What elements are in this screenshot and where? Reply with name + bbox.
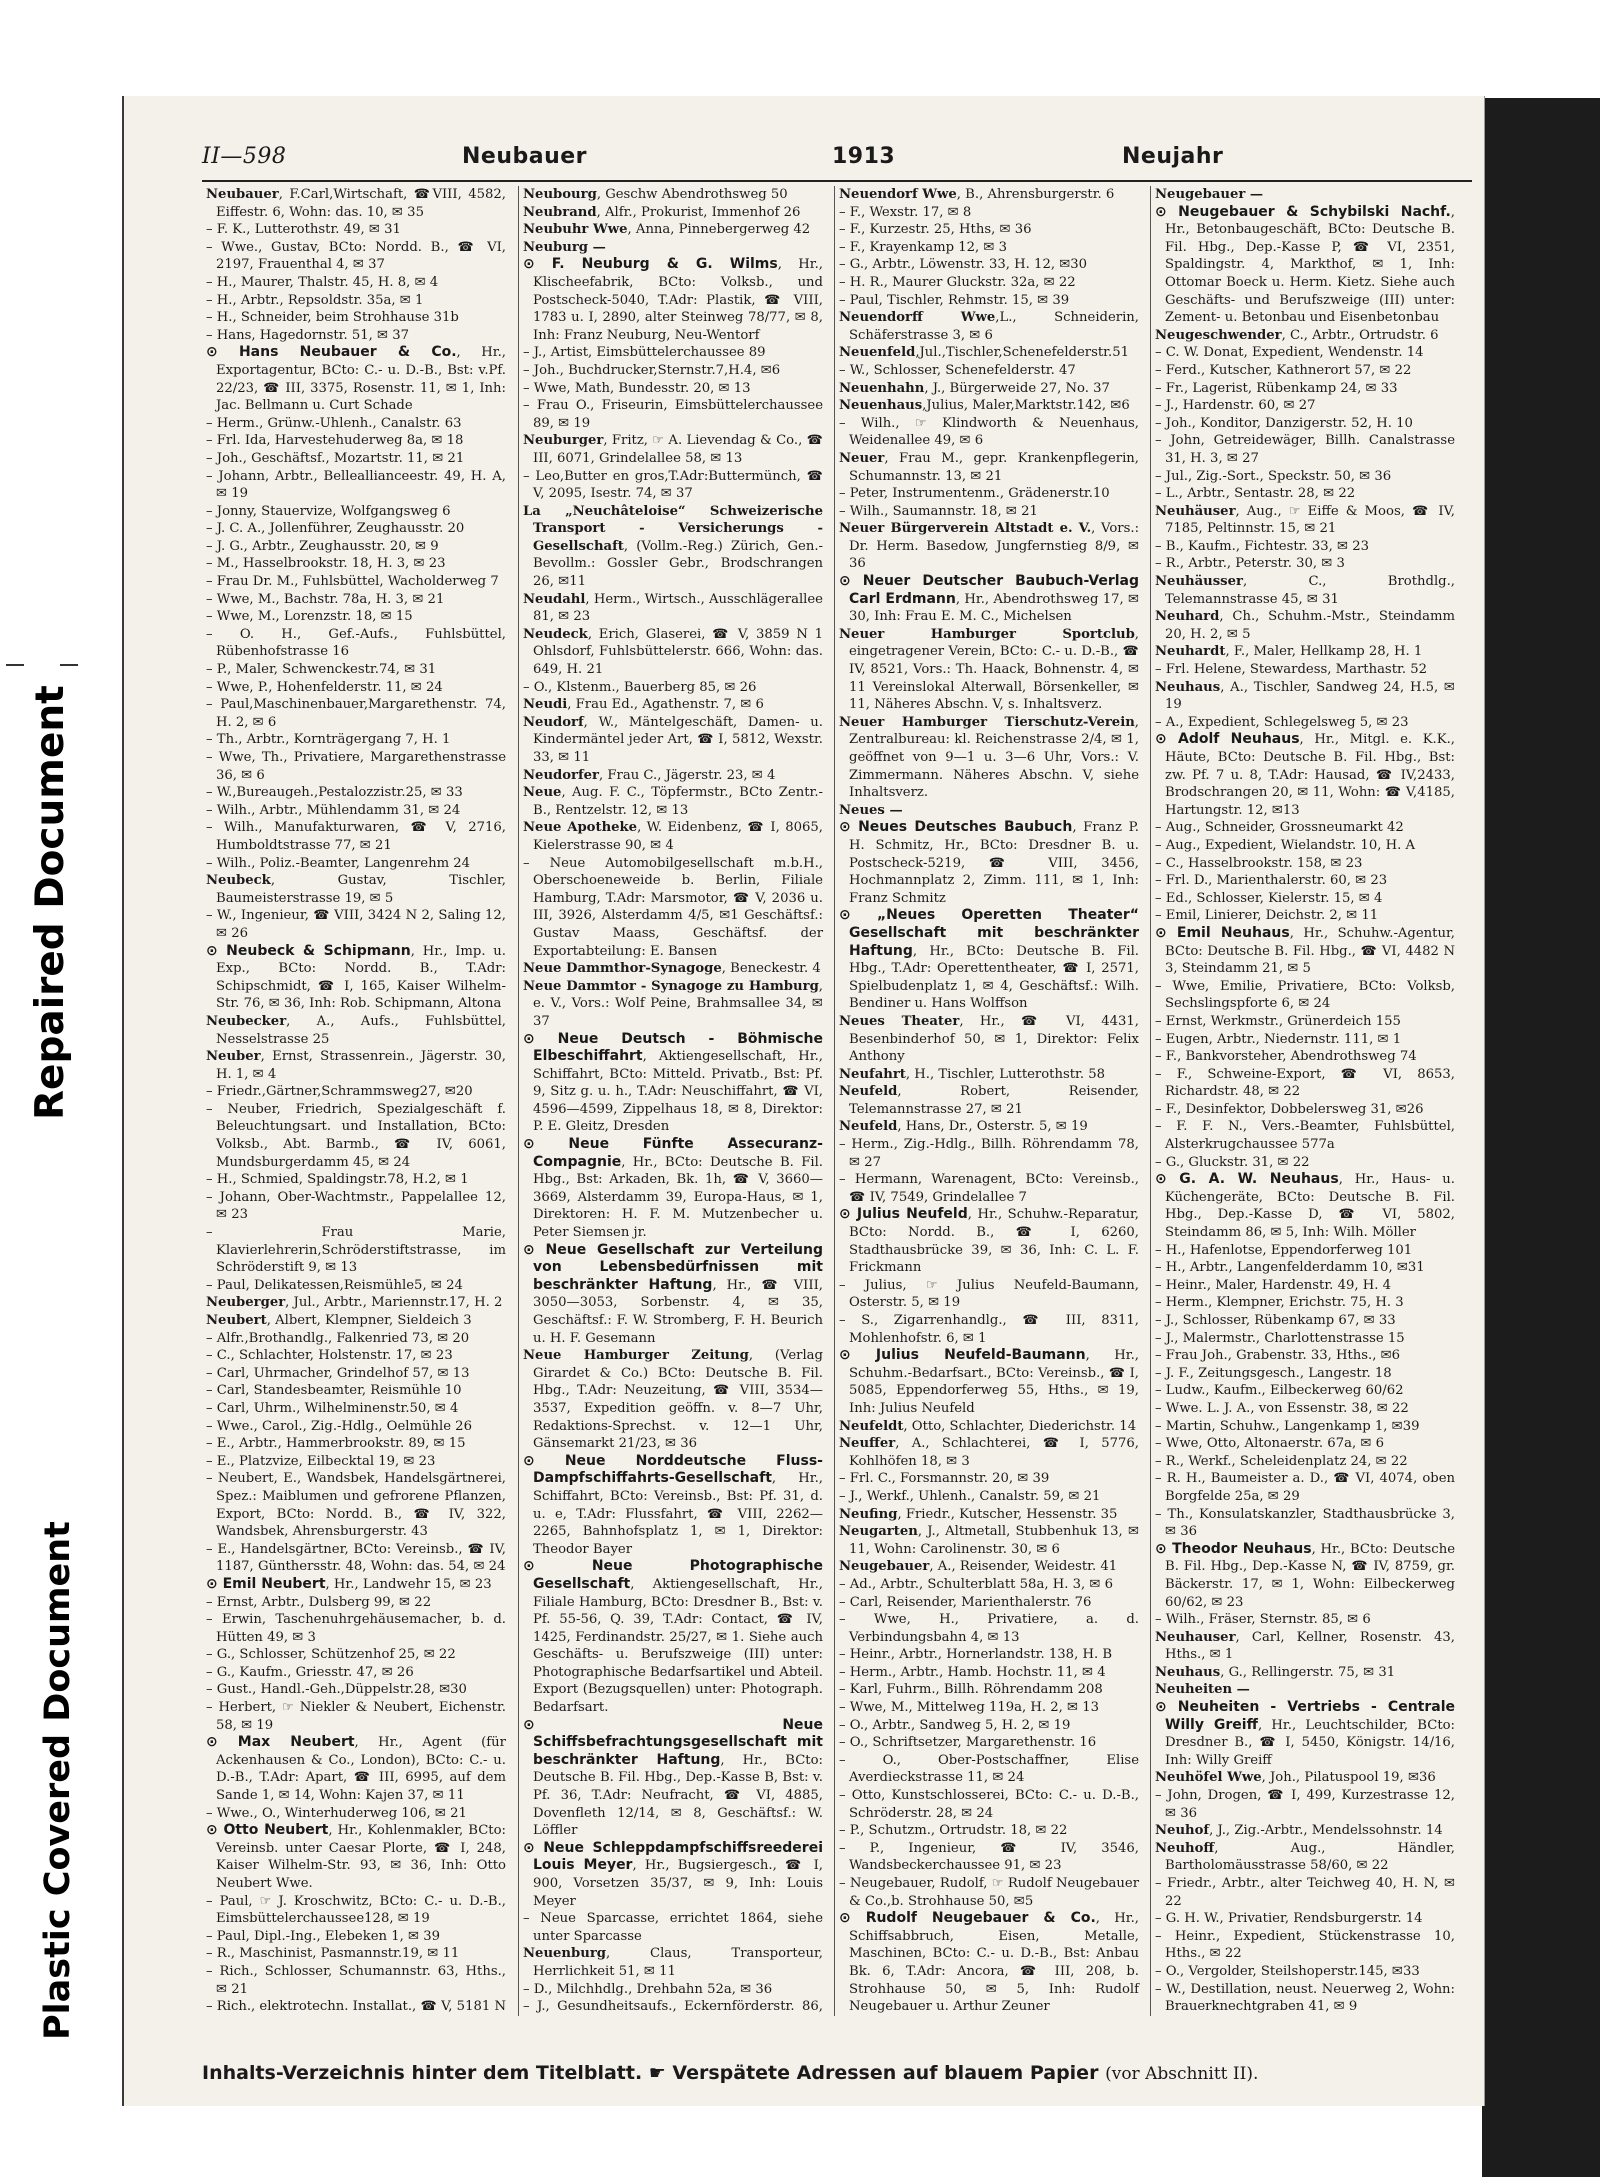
directory-entry: Neugebauer, A., Reisender, Weidestr. 41 [839,1559,1118,1575]
directory-entry: – S., Zigarrenhandlg., ☎ III, 8311, Mohlenhofstr. 6, ✉ 1 [839,1313,1139,1346]
directory-entry: – Carl, Standesbeamter, Reismühle 10 [206,1383,462,1399]
directory-entry: Neue Hamburger Zeitung, (Verlag Girardet & Co.) BCto: Deutsche B. Fil. Hbg., T.Adr: Neuzeitung, ☎ VIII, 3534—3537, Expedition geöffn. v. 8—7 Uhr, Redaktions-Sprechst. v. 12—1 Uhr, Gänsemarkt 21/23, ✉ 36 [523,1348,823,1452]
label-repaired-document: Repaired Document [28,685,73,1120]
directory-entry: Neubeck, Gustav, Tischler, Baumeisterstrasse 19, ✉ 5 [206,873,506,906]
directory-entry: – G., Kaufm., Griesstr. 47, ✉ 26 [206,1664,414,1680]
directory-entry: – Ad., Arbtr., Schulterblatt 58a, H. 3, ✉ 6 [839,1576,1113,1592]
directory-column-1 [202,186,510,2016]
directory-entry: – Rich., Schlosser, Schumannstr. 63, Hths., ✉ 21 [206,1963,506,1997]
directory-entry: Neue Dammtor - Synagoge zu Hamburg, e. V., Vors.: Wolf Peine, Brahmsallee 34, ✉ 37 [523,978,823,1029]
directory-entry: – Wwe, Emilie, Privatiere, BCto: Volksb, Sechslingspforte 6, ✉ 24 [1155,978,1455,1012]
directory-entry: – O., Klstenm., Bauerberg 85, ✉ 26 [523,679,757,695]
directory-entry: – Jul., Zig.-Sort., Speckstr. 50, ✉ 36 [1155,468,1392,484]
directory-entry: ⊙ Neubeck & Schipmann, Hr., Imp. u. Exp., BCto: Nordd. B., T.Adr: Schipschmidt, ☎ I, 165, Kaiser Wilhelm-Str. 76, ✉ 36, Inh: Rob. Schipmann, Altona [206,942,506,1012]
directory-entry: – M., Hasselbrookstr. 18, H. 3, ✉ 23 [206,556,446,572]
directory-entry: – John, Getreidewäger, Billh. Canalstrasse 31, H. 3, ✉ 27 [1155,433,1455,466]
directory-entry: – F., Schweine-Export, ☎ VI, 8653, Richardstr. 48, ✉ 22 [1155,1066,1455,1100]
directory-entry: – F., Krayenkamp 12, ✉ 3 [839,239,1008,255]
directory-entry: – C. W. Donat, Expedient, Wendenstr. 14 [1155,345,1424,361]
directory-entry: Neufahrt, H., Tischler, Lutterothstr. 58 [839,1066,1106,1082]
footer-note: Inhalts-Verzeichnis hinter dem Titelblatt. ☛ Verspätete Adressen auf blauem Papier [202,2062,1099,2084]
directory-entry: – O. H., Gef.-Aufs., Fuhlsbüttel, Rübenhofstrasse 16 [206,626,506,660]
directory-entry: Neuenhaus,Julius, Maler,Marktstr.142, ✉6 [839,398,1130,414]
directory-entry: – John, Drogen, ☎ I, 499, Kurzestrasse 12, ✉ 36 [1155,1788,1455,1821]
directory-entry: Neue Dammthor-Synagoge, Beneckestr. 4 [523,961,821,977]
directory-entry: – Herbert, ☞ Niekler & Neubert, Eichenstr. 58, ✉ 19 [206,1700,506,1733]
directory-entry: – B., Kaufm., Fichtestr. 33, ✉ 23 [1155,538,1370,554]
directory-entry: – A., Expedient, Schlegelsweg 5, ✉ 23 [1155,714,1409,730]
document-page [122,96,1485,2106]
directory-entry: – Frau O., Friseurin, Eimsbüttelerchaussee 89, ✉ 19 [523,398,823,431]
directory-entry: – Heinr., Maler, Hardenstr. 49, H. 4 [1155,1277,1392,1293]
page-number: II—598 [202,144,287,169]
tick-mark [6,664,24,666]
directory-entry: – H., Hafenlotse, Eppendorferweg 101 [1155,1242,1413,1258]
directory-entry: Neuenburg, Claus, Transporteur, Herrlichkeit 51, ✉ 11 [523,1946,823,1979]
directory-entry: – Herm., Zig.-Hdlg., Billh. Röhrendamm 78, ✉ 27 [839,1137,1139,1170]
directory-entry: – Leo,Butter en gros,T.Adr:Buttermünch, ☎ V, 2095, Isestr. 74, ✉ 37 [523,468,823,502]
directory-entry: – Julius, ☞ Julius Neufeld-Baumann, Osterstr. 5, ✉ 19 [839,1277,1139,1311]
directory-entry: ⊙ Hans Neubauer & Co., Hr., Exportagentur, BCto: C.- u. D.-B., Bst: v.Pf. 22/23, ☎ III, 3375, Rosenstr. 11, ✉ 1, Inh: Jac. Bellmann u. Curt Schade [206,344,507,414]
page-footer [202,2062,1472,2084]
directory-entry: – R., Arbtr., Peterstr. 30, ✉ 3 [1155,556,1345,572]
directory-entry: Neubecker, A., Aufs., Fuhlsbüttel, Nesselstrasse 25 [206,1013,506,1047]
directory-entry: ⊙ Neuer Deutscher Baubuch-Verlag Carl Erdmann, Hr., Abendrothsweg 17, ✉ 30, Inh: Frau E. M. C., Michelsen [839,573,1139,625]
directory-entry: Neuhardt, F., Maler, Hellkamp 28, H. 1 [1155,644,1423,660]
directory-entry: – J., Schlosser, Rübenkamp 67, ✉ 33 [1155,1313,1396,1328]
directory-entry: – G., Gluckstr. 31, ✉ 22 [1155,1154,1310,1170]
directory-entry: Neuer Bürgerverein Altstadt e. V., Vors.: Dr. Herm. Basedow, Jungfernstieg 8/9, ✉ 36 [839,521,1140,572]
directory-entry: – G. H. W., Privatier, Rendsburgerstr. 14 [1155,1911,1423,1927]
directory-entry: Neuhäusser, C., Brothdlg., Telemannstrasse 45, ✉ 31 [1155,574,1455,607]
directory-entry: – Aug., Expedient, Wielandstr. 10, H. A [1155,837,1416,853]
directory-entry: – Wilh., Fräser, Sternstr. 85, ✉ 6 [1155,1612,1371,1628]
directory-entry: – J. C. A., Jollenführer, Zeughausstr. 20 [206,521,465,537]
directory-entry: ⊙ Neue Photographische Gesellschaft, Aktiengesellschaft, Hr., Filiale Hamburg, BCto: Dresdner B., Bst: v. Pf. 55-56, Q. 39, T.Adr: Contact, ☎ IV, 1425, Ferdinandstr. 25/27, ✉ 1. Siehe auch Geschäfts- u. Berufszweige (III) unter: Photographische Bedarfsartikel und Abteil. Export (Bezugsquellen) unter: Photograph. Bedarfsart. [523,1558,823,1716]
directory-entry: Neuburg — [523,239,606,255]
directory-entry: – Wwe, P., Hohenfelderstr. 11, ✉ 24 [206,679,443,695]
directory-entry: ⊙ Neue Fünfte Assecuranz-Compagnie, Hr., BCto: Deutsche B. Fil. Hbg., Bst: Arkaden, Bk. 1h, ☎ V, 3660—3669, Alsterdamm 39, Europa-Haus, ✉ 1, Direktoren: H. F. M. Mutzenbecher u. Peter Siemsen jr. [523,1136,823,1241]
directory-entry: ⊙ Adolf Neuhaus, Hr., Mitgl. e. K.K., Häute, BCto: Deutsche B. Fil. Hbg., Bst: zw. Pf. 7 u. 8, T.Adr: Hausad, ☎ IV,2433, Brodschrangen 20, ✉ 11, Wohn: ☎ V,4185, Hartungstr. 12, ✉13 [1155,731,1455,818]
directory-entry: – F., Bankvorsteher, Abendrothsweg 74 [1155,1049,1417,1065]
directory-entry: – R., Maschinist, Pasmannstr.19, ✉ 11 [206,1946,460,1962]
directory-entry: – R. H., Baumeister a. D., ☎ VI, 4074, oben Borgfelde 25a, ✉ 29 [1155,1471,1455,1504]
directory-entry: Neuer, Frau M., gepr. Krankenpflegerin, Schumannstr. 13, ✉ 21 [839,450,1139,484]
directory-entry: Neuendorff Wwe,L., Schneiderin, Schäferstrasse 3, ✉ 6 [839,310,1139,343]
directory-entry: – F., Kurzestr. 25, Hths, ✉ 36 [839,222,1032,238]
directory-entry: – C., Schlachter, Holstenstr. 17, ✉ 23 [206,1348,453,1364]
directory-entry: Neuhaus, A., Tischler, Sandweg 24, H.5, ✉19 [1155,679,1455,713]
directory-entry: – Wwe, M., Lorenzstr. 18, ✉ 15 [206,609,413,625]
directory-entry: – Carl, Uhrmacher, Grindelhof 57, ✉ 13 [206,1365,470,1381]
directory-entry: – D., Milchhdlg., Drehbahn 52a, ✉ 36 [523,1981,773,1997]
directory-entry: – Wwe., O., Winterhuderweg 106, ✉ 21 [206,1805,467,1821]
directory-entry: Neufeldt, Otto, Schlachter, Diederichstr. 14 [839,1418,1137,1434]
directory-entry: – Th., Arbtr., Kornträgergang 7, H. 1 [206,732,451,748]
directory-entry: – Aug., Schneider, Grossneumarkt 42 [1155,820,1404,836]
scan-border-right [1482,50,1600,2177]
directory-entry: ⊙ Max Neubert, Hr., Agent (für Ackenhausen & Co., London), BCto: C.- u. D.-B., T.Adr: Apart, ☎ III, 6995, auf dem Sande 1, ✉ 14, Wohn: Kajen 37, ✉ 11 [206,1734,506,1804]
directory-entry: – Fr., Lagerist, Rübenkamp 24, ✉ 33 [1155,380,1398,396]
directory-entry: ⊙ Otto Neubert, Hr., Kohlenmakler, BCto: Vereinsb. unter Caesar Plorte, ☎ I, 248, Kaiser Wilhelm-Str. 93, ✉ 36, Inh: Otto Neubert Wwe. [206,1822,506,1891]
label-plastic-covered-document: Plastic Covered Document [38,1521,78,2040]
directory-entry: – F. K., Lutterothstr. 49, ✉ 31 [206,222,401,238]
directory-entry: ⊙ Julius Neufeld-Baumann, Hr., Schuhm.-Bedarfsart., BCto: Vereinsb., ☎ I, 5085, Eppendorferweg 55, Hths., ✉ 19, Inh: Julius Neufeld [839,1347,1139,1416]
directory-entry: Neues — [839,802,903,818]
directory-entry: Neubrand, Alfr., Prokurist, Immenhof 26 [523,204,801,220]
scan-border-notch [1482,50,1600,98]
directory-entry: Neuenhahn, J., Bürgerweide 27, No. 37 [839,380,1110,396]
directory-entry: – O., Arbtr., Sandweg 5, H. 2, ✉ 19 [839,1717,1071,1733]
directory-entry: – Erwin, Taschenuhrgehäusemacher, b. d. Hütten 49, ✉ 3 [206,1612,506,1645]
directory-entry: – Martin, Schuhw., Langenkamp 1, ✉39 [1155,1418,1420,1434]
directory-entry: Neuhard, Ch., Schuhm.-Mstr., Steindamm 20, H. 2, ✉ 5 [1155,609,1455,642]
directory-entry: Neuffer, A., Schlachterei, ☎ I, 5776, Kohlhöfen 18, ✉ 3 [839,1436,1139,1469]
directory-entry: – H., Schmied, Spaldingstr.78, H.2, ✉ 1 [206,1172,469,1188]
directory-entry: – H., Arbtr., Langenfelderdamm 10, ✉31 [1155,1260,1425,1276]
directory-entry: Neubert, Albert, Klempner, Sieldeich 3 [206,1313,472,1328]
directory-entry: – H., Maurer, Thalstr. 45, H. 8, ✉ 4 [206,274,439,290]
directory-entry: – Joh., Konditor, Danzigerstr. 52, H. 10 [1155,415,1413,431]
directory-entry: – Wilh., ☞ Klindworth & Neuenhaus, Weidenallee 49, ✉ 6 [839,415,1139,449]
directory-entry: – Friedr.,Gärtner,Schrammsweg27, ✉20 [206,1084,473,1100]
directory-entry: ⊙ Neugebauer & Schybilski Nachf., Hr., Betonbaugeschäft, BCto: Deutsche B. Fil. Hbg., Dep.-Kasse P, ☎ VI, 2351, Spaldingstr. 4, Markthof, ✉ 1, Inh: Ottomar Boeck u. Herm. Kietz. Siehe auch Geschäfts- und Berufszweige (III) unter: Zement- u. Betonbau und Eisenbetonbau [1155,203,1455,326]
directory-entry: – Ludw., Kaufm., Eilbeckerweg 60/62 [1155,1383,1404,1399]
directory-entry: – F. F. N., Vers.-Beamter, Fuhlsbüttel, Alsterkrugchaussee 577a [1155,1119,1455,1153]
directory-entry: – Otto, Kunstschlosserei, BCto: C.- u. D.-B., Schröderstr. 28, ✉ 24 [839,1788,1139,1821]
directory-entry: – Joh., Buchdrucker,Sternstr.7,H.4, ✉6 [523,362,781,378]
tick-mark [60,664,78,666]
directory-entry: Neufeld, Robert, Reisender, Telemannstrasse 27, ✉ 21 [839,1084,1139,1117]
header-year: 1913 [832,144,896,169]
directory-column-4 [1150,186,1459,2016]
directory-entry: Neugebauer — [1155,187,1264,202]
directory-entry: – Rich., elektrotechn. Installat., ☎ V, 5181 N [206,1999,506,2015]
directory-entry: – O., Ober-Postschaffner, Elise Averdieckstrasse 11, ✉ 24 [839,1752,1139,1786]
directory-entry: Neuer Hamburger Sportclub, eingetragener Verein, BCto: C.- u. D.-B., ☎ IV, 8521, Vors.: Th. Haack, Bohnenstr. 4, ✉ 11 Vereinslokal Alterwall, Börsenkeller, ✉ 11, Näheres Abschn. V, s. Inhaltsverz. [839,626,1139,713]
directory-entry: – Alfr.,Brothandlg., Falkenried 73, ✉ 20 [206,1330,470,1346]
footer-section-ref: (vor Abschnitt II). [1105,2064,1259,2084]
directory-entry: – Frau Marie, Klavierlehrerin,Schröderstiftstrasse, im Schröderstift 9, ✉ 13 [206,1225,506,1276]
directory-entry: – J. G., Arbtr., Zeughausstr. 20, ✉ 9 [206,538,439,554]
directory-column-2 [518,186,827,2016]
directory-entry: – Frau Joh., Grabenstr. 33, Hths., ✉6 [1155,1348,1401,1364]
directory-entry: – J., Hardenstr. 60, ✉ 27 [1155,398,1316,414]
directory-entry: – Paul, Dipl.-Ing., Elebeken 1, ✉ 39 [206,1928,441,1944]
directory-entry: – Paul, ☞ J. Kroschwitz, BCto: C.- u. D.-B., Eimsbüttelerchaussee128, ✉ 19 [206,1893,506,1927]
directory-entry: – Joh., Geschäftsf., Mozartstr. 11, ✉ 21 [206,450,465,466]
directory-entry: Neufeld, Hans, Dr., Osterstr. 5, ✉ 19 [839,1119,1088,1135]
directory-entry: Neudahl, Herm., Wirtsch., Ausschlägerallee 81, ✉ 23 [523,591,823,625]
directory-entry: ⊙ Julius Neufeld, Hr., Schuhw.-Reparatur, BCto: Nordd. B., ☎ I, 6260, Stadthausbrücke 39, ✉ 36, Inh: C. L. F. Frickmann [839,1206,1139,1276]
directory-entry: – J., Malermstr., Charlottenstrasse 15 [1155,1330,1405,1346]
directory-entry: Neues Theater, Hr., ☎ VI, 4431, Besenbinderhof 50, ✉ 1, Direktor: Felix Anthony [839,1013,1139,1065]
directory-entry: Neudeck, Erich, Glaserei, ☎ V, 3859 N 1 Ohlsdorf, Fuhlsbüttelerstr. 666, Wohn: das. 649, H. 21 [523,626,823,678]
directory-entry: Neuhoff, Aug., Händler, Bartholomäusstrasse 58/60, ✉ 22 [1155,1840,1455,1874]
directory-entry: Neue Apotheke, W. Eidenbenz, ☎ I, 8065, Kielerstrasse 90, ✉ 4 [523,820,823,853]
directory-entry: ⊙ Neue Gesellschaft zur Verteilung von Lebensbedürfnissen mit beschränkter Haftung, Hr., ☎ VIII, 3050—3053, Sorbenstr. 4, ✉ 35, Geschäftsf.: F. W. Stromberg, F. H. Beurich u. H. F. Gesemann [523,1241,823,1346]
directory-entry: Neuhauser, Carl, Kellner, Rosenstr. 43, Hths., ✉ 1 [1155,1629,1455,1663]
directory-entry: Neuhaus, G., Rellingerstr. 75, ✉ 31 [1155,1664,1396,1680]
directory-entry: ⊙ Neue Schiffsbefrachtungsgesellschaft mit beschränkter Haftung, Hr., BCto: Deutsche B. Fil. Hbg., Dep.-Kasse B, Bst: v. Pf. 36, T.Adr: Neufracht, ☎ VI, 4885, Dovenfleth 12/14, ✉ 8, Geschäftsf.: W. Löffler [523,1716,823,1839]
directory-entry: – Neuber, Friedrich, Spezialgeschäft f. Beleuchtungsart. und Installation, BCto: Volksb., Abt. Barmb., ☎ IV, 6061, Mundsburgerdamm 45, ✉ 24 [206,1101,506,1170]
directory-entry: – Wilh., Poliz.-Beamter, Langenrehm 24 [206,855,471,871]
directory-entry: – P., Ingenieur, ☎ IV, 3546, Wandsbeckerchaussee 91, ✉ 23 [839,1840,1139,1874]
directory-entry: Neuburger, Fritz, ☞ A. Lievendag & Co., ☎ III, 6071, Grindelallee 58, ✉ 13 [523,433,823,466]
directory-entry: Neubourg, Geschw Abendrothsweg 50 [523,187,788,202]
directory-entry: – Frl. C., Forsmannstr. 20, ✉ 39 [839,1471,1050,1487]
directory-entry: – Hans, Hagedornstr. 51, ✉ 37 [206,327,410,343]
directory-entry: ⊙ G. A. W. Neuhaus, Hr., Haus- u. Küchengeräte, BCto: Deutsche B. Fil. Hbg., Dep.-Kasse D, ☎ VI, 5802, Steindamm 86, ✉ 5, Inh: Wilh. Möller [1155,1171,1455,1241]
directory-entry: – Wwe, Otto, Altonaerstr. 67a, ✉ 6 [1155,1436,1384,1452]
directory-entry: Neuer Hamburger Tierschutz-Verein, Zentralbureau: kl. Reichenstrasse 2/4, ✉ 1, geöffnet von 9—1 u. 3—6 Uhr, Vors.: V. Zimmermann. Näheres Abschn. V, siehe Inhaltsverz. [839,714,1139,801]
directory-entry: – Heinr., Arbtr., Hornerlandstr. 138, H. B [839,1647,1113,1663]
directory-entry: – Neubert, E., Wandsbek, Handelsgärtnerei, Spez.: Maiblumen und gefrorene Pflanzen, Export, BCto: Nordd. B., ☎ IV, 322, Wandsbek, Ahrensburgerstr. 43 [206,1471,506,1540]
directory-entry: – Wwe, M., Mittelweg 119a, H. 2, ✉ 13 [839,1700,1100,1716]
directory-entry: ⊙ „Neues Operetten Theater“ Gesellschaft mit beschränkter Haftung, Hr., BCto: Deutsche B. Fil. Hbg., T.Adr: Operettentheater, ☎ I, 2571, Spielbudenplatz 1, ✉ 4, Geschäftsf.: Wilh. Bendiner u. Hans Wolffson [839,907,1139,1012]
directory-entry: – W., Schlosser, Schenefelderstr. 47 [839,362,1076,378]
directory-entry: – Wwe, Math, Bundesstr. 20, ✉ 13 [523,380,751,396]
directory-entry: – Wwe., Gustav, BCto: Nordd. B., ☎ VI, 2197, Frauenthal 4, ✉ 37 [206,239,506,273]
directory-entry: – Th., Konsulatskanzler, Stadthausbrücke 3, ✉ 36 [1155,1506,1455,1540]
directory-entry: – Frau Dr. M., Fuhlsbüttel, Wacholderweg 7 [206,574,499,590]
directory-entry: ⊙ Emil Neuhaus, Hr., Schuhw.-Agentur, BCto: Deutsche B. Fil. Hbg., ☎ VI, 4482 N 3, Steindamm 21, ✉ 5 [1155,924,1455,977]
directory-entry: – F., Wexstr. 17, ✉ 8 [839,204,972,220]
directory-entry: – W.,Bureaugeh.,Pestalozzistr.25, ✉ 33 [206,785,463,801]
directory-entry: – Eugen, Arbtr., Niedernstr. 111, ✉ 1 [1155,1031,1402,1047]
directory-entry: – G., Schlosser, Schützenhof 25, ✉ 22 [206,1647,456,1663]
directory-entry: – Frl. Ida, Harvestehuderweg 8a, ✉ 18 [206,433,464,449]
directory-entry: – Johann, Arbtr., Belleallianceestr. 49, H. A, ✉ 19 [206,468,506,502]
directory-entry: – Johann, Ober-Wachtmstr., Pappelallee 12, ✉ 23 [206,1189,506,1223]
directory-entry: Neuheiten — [1155,1682,1250,1698]
directory-entry: – P., Maler, Schwenckestr.74, ✉ 31 [206,662,437,678]
directory-entry: – E., Arbtr., Hammerbrookstr. 89, ✉ 15 [206,1436,466,1452]
directory-entry: – Ernst, Arbtr., Dulsberg 99, ✉ 22 [206,1594,432,1610]
directory-entry: – R., Werkf., Scheleidenplatz 24, ✉ 22 [1155,1453,1408,1469]
directory-entry: – P., Schutzm., Ortrudstr. 18, ✉ 22 [839,1823,1068,1839]
directory-entry: – Peter, Instrumentenm., Grädenerstr.10 [839,486,1110,502]
directory-entry: – Heinr., Expedient, Stückenstrasse 10, Hths., ✉ 22 [1155,1928,1455,1962]
directory-entry: – Ernst, Werkmstr., Grünerdeich 155 [1155,1013,1401,1029]
directory-entry: ⊙ Theodor Neuhaus, Hr., BCto: Deutsche B. Fil. Hbg., Dep.-Kasse N, ☎ IV, 8759, gr. Bäckerstr. 17, ✉ 1, Wohn: Eilbeckerweg 60/62, ✉ 23 [1155,1540,1455,1610]
directory-entry: – Wwe, H., Privatiere, a. d. Verbindungsbahn 4, ✉ 13 [839,1612,1139,1645]
directory-entry: Neuendorf Wwe, B., Ahrensburgerstr. 6 [839,187,1115,202]
directory-entry: Neubauer, F.Carl,Wirtschaft, ☎VIII, 4582, Eiffestr. 6, Wohn: das. 10, ✉ 35 [206,187,506,220]
directory-entry: ⊙ F. Neuburg & G. Wilms, Hr., Klischeefabrik, BCto: Volksb., und Postscheck-5040, T.Adr: Plastik, ☎ VIII, 1783 u. I, 2890, alter Steinweg 78/77, ✉ 8, Inh: Franz Neuburg, Neu-Wentorf [523,256,824,343]
directory-entry: ⊙ Neue Norddeutsche Fluss-Dampfschiffahrts-Gesellschaft, Hr., Schiffahrt, BCto: Vereinsb., Bst: Pf. 31, d. u. e, T.Adr: Flussfahrt, ☎ VIII, 2262—2265, Bahnhofsplatz 1, ✉ 1, Direktor: Theodor Bayer [523,1452,823,1557]
directory-entry: Neudorf, W., Mäntelgeschäft, Damen- u. Kindermäntel jeder Art, ☎ I, 5812, Wexstr. 33, ✉ 11 [523,714,823,765]
directory-entry: – O., Schriftsetzer, Margarethenstr. 16 [839,1735,1097,1751]
directory-entry: – Wwe. L. J. A., von Essenstr. 38, ✉ 22 [1155,1400,1409,1416]
directory-entry: ⊙ Neue Schleppdampfschiffsreederei Louis Meyer, Hr., Bugsiergesch., ☎ I, 900, Vorsetzen 35/37, ✉ 9, Inh: Louis Meyer [523,1839,823,1909]
directory-entry: Neubuhr Wwe, Anna, Pinnebergerweg 42 [523,222,811,238]
directory-entry: – Frl. D., Marienthalerstr. 60, ✉ 23 [1155,873,1388,889]
directory-entry: Neuberger, Jul., Arbtr., Mariennstr.17, H. 2 [206,1295,503,1311]
directory-entry: Neuhof, J., Zig.-Arbtr., Mendelssohnstr. 14 [1155,1823,1443,1839]
directory-entry: – Jonny, Stauervize, Wolfgangsweg 6 [206,503,451,519]
directory-entry: – J., Artist, Eimsbüttelerchaussee 89 [523,345,766,361]
header-first-entry: Neubauer [462,144,588,169]
directory-entry: ⊙ Emil Neubert, Hr., Landwehr 15, ✉ 23 [206,1575,492,1592]
directory-entry: – J. F., Zeitungsgesch., Langestr. 18 [1155,1365,1392,1381]
directory-entry: – H., Schneider, beim Strohhause 31b [206,310,459,326]
directory-entry: – C., Hasselbrookstr. 158, ✉ 23 [1155,855,1363,871]
directory-entry: – Wilh., Saumannstr. 18, ✉ 21 [839,503,1038,519]
directory-entry: – Wilh., Arbtr., Mühlendamm 31, ✉ 24 [206,802,461,818]
directory-entry: – E., Platzvize, Eilbecktal 19, ✉ 23 [206,1453,436,1469]
directory-entry: – W., Ingenieur, ☎ VIII, 3424 N 2, Saling 12, ✉ 26 [206,908,506,941]
directory-entry: – Herm., Klempner, Erichstr. 75, H. 3 [1155,1295,1404,1311]
directory-entry: – F., Desinfektor, Dobbelersweg 31, ✉26 [1155,1101,1424,1117]
directory-entry: – Neugebauer, Rudolf, ☞ Rudolf Neugebauer & Co.,b. Strohhause 50, ✉5 [839,1876,1139,1909]
directory-entry: Neuber, Ernst, Strassenrein., Jägerstr. 30, H. 1, ✉ 4 [206,1049,506,1082]
directory-entry: – Carl, Uhrm., Wilhelminenstr.50, ✉ 4 [206,1400,459,1416]
directory-entry: – Gust., Handl.-Geh.,Düppelstr.28, ✉30 [206,1682,467,1698]
directory-entry: La „Neuchâteloise“ Schweizerische Transport - Versicherungs - Gesellschaft, (Vollm.-Reg.) Zürich, Gen.-Bevollm.: Gossler Gebr., Brodschrangen 26, ✉11 [523,503,823,590]
header-last-entry: Neujahr [1122,144,1224,169]
directory-entry: ⊙ Neuheiten - Vertriebs - Centrale Willy Greiff, Hr., Leuchtschilder, BCto: Dresdner B., ☎ I, 5450, Königstr. 14/16, Inh: Willy Greiff [1155,1699,1455,1768]
directory-entry: – Carl, Reisender, Marienthalerstr. 76 [839,1594,1092,1610]
directory-entry: – Neue Sparcasse, errichtet 1864, siehe unter Sparcasse [523,1911,823,1944]
directory-entry: – H., Arbtr., Repsoldstr. 35a, ✉ 1 [206,292,424,308]
directory-entry: – Frl. Helene, Stewardess, Marthastr. 52 [1155,662,1428,678]
directory-entry: Neuenfeld,Jul.,Tischler,Schenefelderstr.51 [839,345,1129,361]
directory-entry: – Emil, Linierer, Deichstr. 2, ✉ 11 [1155,908,1379,924]
directory-column-3 [834,186,1143,2016]
directory-entry: – Paul, Delikatessen,Reismühle5, ✉ 24 [206,1277,463,1293]
directory-entry: – Paul, Tischler, Rehmstr. 15, ✉ 39 [839,292,1070,308]
directory-entry: – Friedr., Arbtr., alter Teichweg 40, H. N, ✉ 22 [1155,1876,1455,1909]
directory-entry: – Wwe, Th., Privatiere, Margarethenstrasse 36, ✉ 6 [206,750,506,783]
directory-entry: Neufing, Friedr., Kutscher, Hessenstr. 35 [839,1506,1118,1522]
directory-entry: – O., Vergolder, Steilshoperstr.145, ✉33 [1155,1963,1420,1979]
directory-entry: – Wwe., Carol., Zig.-Hdlg., Oelmühle 26 [206,1418,472,1434]
directory-entry: – E., Handelsgärtner, BCto: Vereinsb., ☎ IV, 1187, Günthersstr. 48, Wohn: das. 54, ✉ 24 [206,1541,506,1575]
page-header [202,136,1472,182]
directory-entry: ⊙ Neue Deutsch - Böhmische Elbeschiffahrt, Aktiengesellschaft, Hr., Schiffahrt, BCto: Mitteld. Privatb., Bst: Pf. 9, Sitz g. u. h., T.Adr: Neuschiffahrt, ☎ VI, 4596—4599, Zippelhaus 18, ✉ 8, Direktor: P. E. Gleitz, Dresden [523,1030,823,1135]
directory-entry: Neue, Aug. F. C., Töpfermstr., BCto Zentr.-B., Rentzelstr. 12, ✉ 13 [523,785,823,818]
directory-entry: Neuhäuser, Aug., ☞ Eiffe & Moos, ☎ IV, 7185, Peltinnstr. 15, ✉ 21 [1155,503,1455,537]
directory-entry: – J., Werkf., Uhlenh., Canalstr. 59, ✉ 21 [839,1488,1101,1504]
directory-entry: – Herm., Grünw.-Uhlenh., Canalstr. 63 [206,415,462,431]
directory-entry: – Paul,Maschinenbauer,Margarethenstr. 74, H. 2, ✉ 6 [206,697,506,730]
directory-entry: – Karl, Fuhrm., Billh. Röhrendamm 208 [839,1682,1103,1698]
directory-entry: – H. R., Maurer Gluckstr. 32a, ✉ 22 [839,274,1076,290]
directory-entry: ⊙ Rudolf Neugebauer & Co., Hr., Schiffsabbruch, Eisen, Metalle, Maschinen, BCto: C.- u. D.-B., Bst: Anbau Bk. 6, T.Adr: Ancora, ☎ III, 208, b. Strohhause 50, ✉ 5, Inh: Rudolf Neugebauer u. Arthur Zeuner [839,1910,1140,2015]
directory-entry: ⊙ Neues Deutsches Baubuch, Franz P. H. Schmitz, Hr., BCto: Dresdner B. u. Postscheck-5219, ☎ VIII, 3456, Hochmannplatz 2, Zimm. 111, ✉ 1, Inh: Franz Schmitz [839,819,1139,906]
directory-entry: – Ed., Schlosser, Kielerstr. 15, ✉ 4 [1155,890,1383,906]
directory-columns [202,186,1472,2016]
directory-entry: Neudorfer, Frau C., Jägerstr. 23, ✉ 4 [523,767,776,783]
directory-entry: – L., Arbtr., Sentastr. 28, ✉ 22 [1155,486,1356,502]
directory-entry: – J., Gesundheitsaufs., Eckernförderstr. 86, [523,1999,823,2015]
directory-entry: – Neue Automobilgesellschaft m.b.H., Oberschoeneweide b. Berlin, Filiale Hamburg, T.Adr: Marsmotor, ☎ V, 2036 u. III, 3926, Alsterdamm 4/5, ✉1 Geschäftsf.: Gustav Maass, Geschäftsf. der Exportabteilung: E. Bansen [523,855,823,959]
directory-entry: – W., Destillation, neust. Neuerweg 2, Wohn: Brauerknechtgraben 41, ✉ 9 [1155,1981,1455,2015]
directory-entry: – Wwe, M., Bachstr. 78a, H. 3, ✉ 21 [206,591,445,607]
directory-entry: Neugarten, J., Altmetall, Stubbenhuk 13, ✉ 11, Wohn: Carolinenstr. 30, ✉ 6 [839,1524,1139,1557]
directory-entry: Neudi, Frau Ed., Agathenstr. 7, ✉ 6 [523,697,764,713]
directory-entry: – Ferd., Kutscher, Kathnerort 57, ✉ 22 [1155,362,1412,378]
directory-entry: – Hermann, Warenagent, BCto: Vereinsb., ☎ IV, 7549, Grindelallee 7 [839,1172,1139,1205]
directory-entry: – Herm., Arbtr., Hamb. Hochstr. 11, ✉ 4 [839,1664,1106,1680]
directory-entry: Neuhöfel Wwe, Joh., Pilatuspool 19, ✉36 [1155,1770,1436,1786]
directory-entry: – Wilh., Manufakturwaren, ☎ V, 2716, Humboldtstrasse 77, ✉ 21 [206,820,506,853]
directory-entry: – G., Arbtr., Löwenstr. 33, H. 12, ✉30 [839,257,1088,273]
directory-entry: Neugeschwender, C., Arbtr., Ortrudstr. 6 [1155,327,1439,343]
